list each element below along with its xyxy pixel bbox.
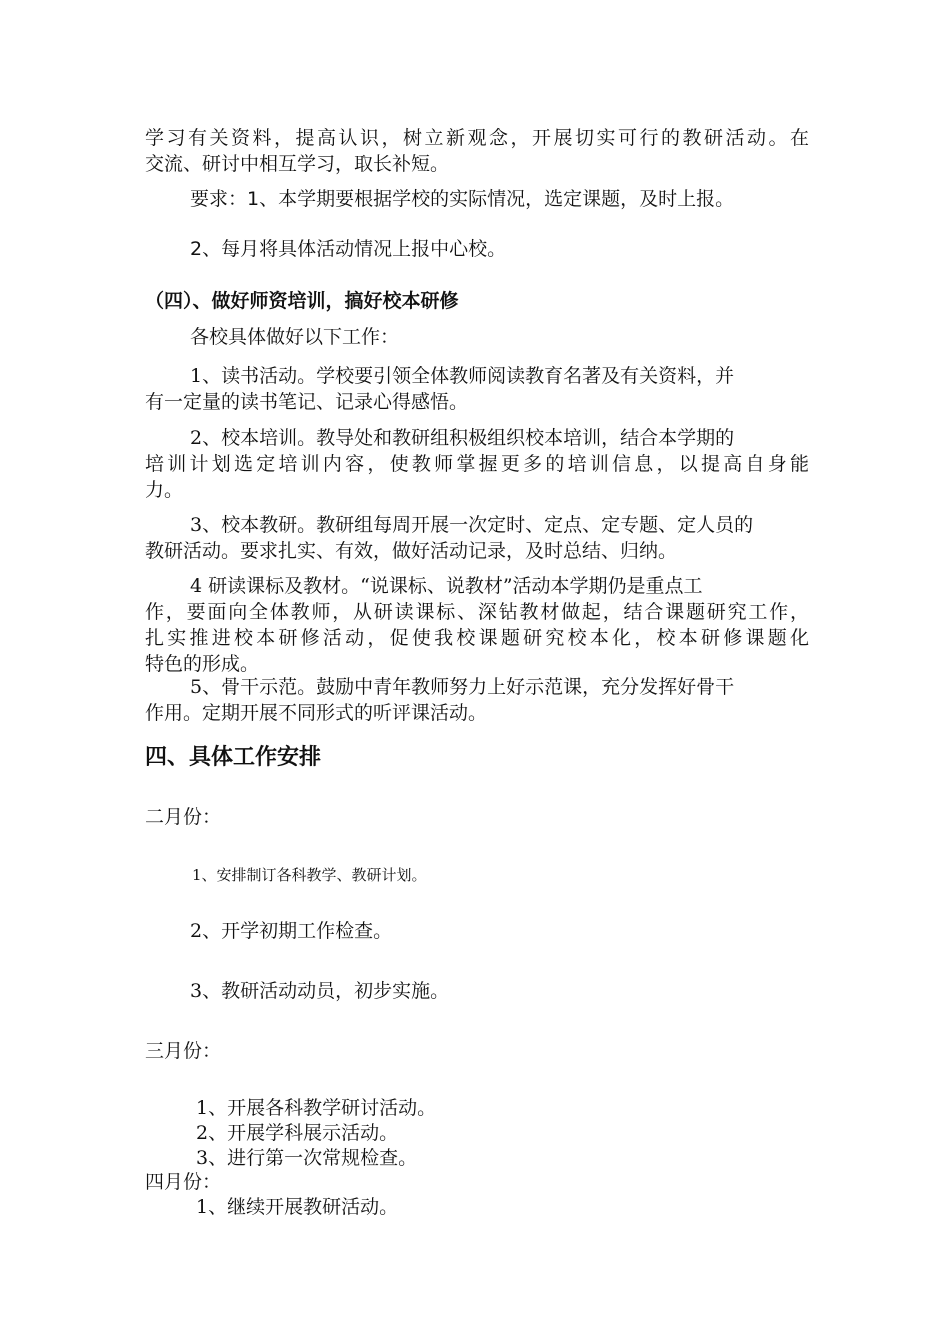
list-item-line: 特色的形成。 [145,653,260,675]
list-item-line: 教研活动。要求扎实、有效，做好活动记录，及时总结、归纳。 [145,540,678,562]
list-item-line: 2、校本培训。教导处和教研组积极组织校本培训，结合本学期的 [190,427,735,449]
paragraph-line: 交流、研讨中相互学习，取长补短。 [145,153,450,175]
list-item-line: 力。 [145,479,184,501]
paragraph-line: 学习有关资料，提高认识，树立新观念，开展切实可行的教研活动。在 [145,127,809,149]
list-item-line: 有一定量的读书笔记、记录心得感悟。 [145,391,469,413]
section-intro: 各校具体做好以下工作： [190,326,400,348]
list-item-line: 扎实推进校本研修活动，促使我校课题研究校本化，校本研修课题化 [145,627,809,649]
month-label: 三月份： [145,1040,222,1062]
list-item-line: 培训计划选定培训内容，使教师掌握更多的培训信息，以提高自身能 [145,453,809,475]
section-heading: （四）、做好师资培训，搞好校本研修 [145,290,459,312]
schedule-item: 1、继续开展教研活动。 [196,1196,399,1218]
list-item-line: 作用。定期开展不同形式的听评课活动。 [145,702,488,724]
schedule-item: 3、进行第一次常规检查。 [196,1147,418,1169]
list-item-line: 5、骨干示范。鼓励中青年教师努力上好示范课，充分发挥好骨干 [190,676,735,698]
list-item-line: 作，要面向全体教师，从研读课标、深钻教材做起，结合课题研究工作， [145,601,809,623]
schedule-item: 3、教研活动动员，初步实施。 [190,980,450,1002]
list-item-line: 3、校本教研。教研组每周开展一次定时、定点、定专题、定人员的 [190,514,754,536]
schedule-item: 2、开展学科展示活动。 [196,1122,399,1144]
month-label: 四月份： [145,1171,222,1193]
list-item-line: 1、读书活动。学校要引领全体教师阅读教育名著及有关资料，并 [190,365,735,387]
list-item-line: 4 研读课标及教材。“说课标、说教材”活动本学期仍是重点工 [190,575,703,597]
schedule-item: 1、安排制订各科教学、教研计划。 [192,866,427,884]
schedule-item: 2、开学初期工作检查。 [190,920,393,942]
part-heading: 四、具体工作安排 [145,745,322,770]
requirement-2: 2、每月将具体活动情况上报中心校。 [190,238,507,260]
requirement-1: 要求：1、本学期要根据学校的实际情况，选定课题，及时上报。 [190,188,735,210]
schedule-item: 1、开展各科教学研讨活动。 [196,1097,437,1119]
month-label: 二月份： [145,806,222,828]
